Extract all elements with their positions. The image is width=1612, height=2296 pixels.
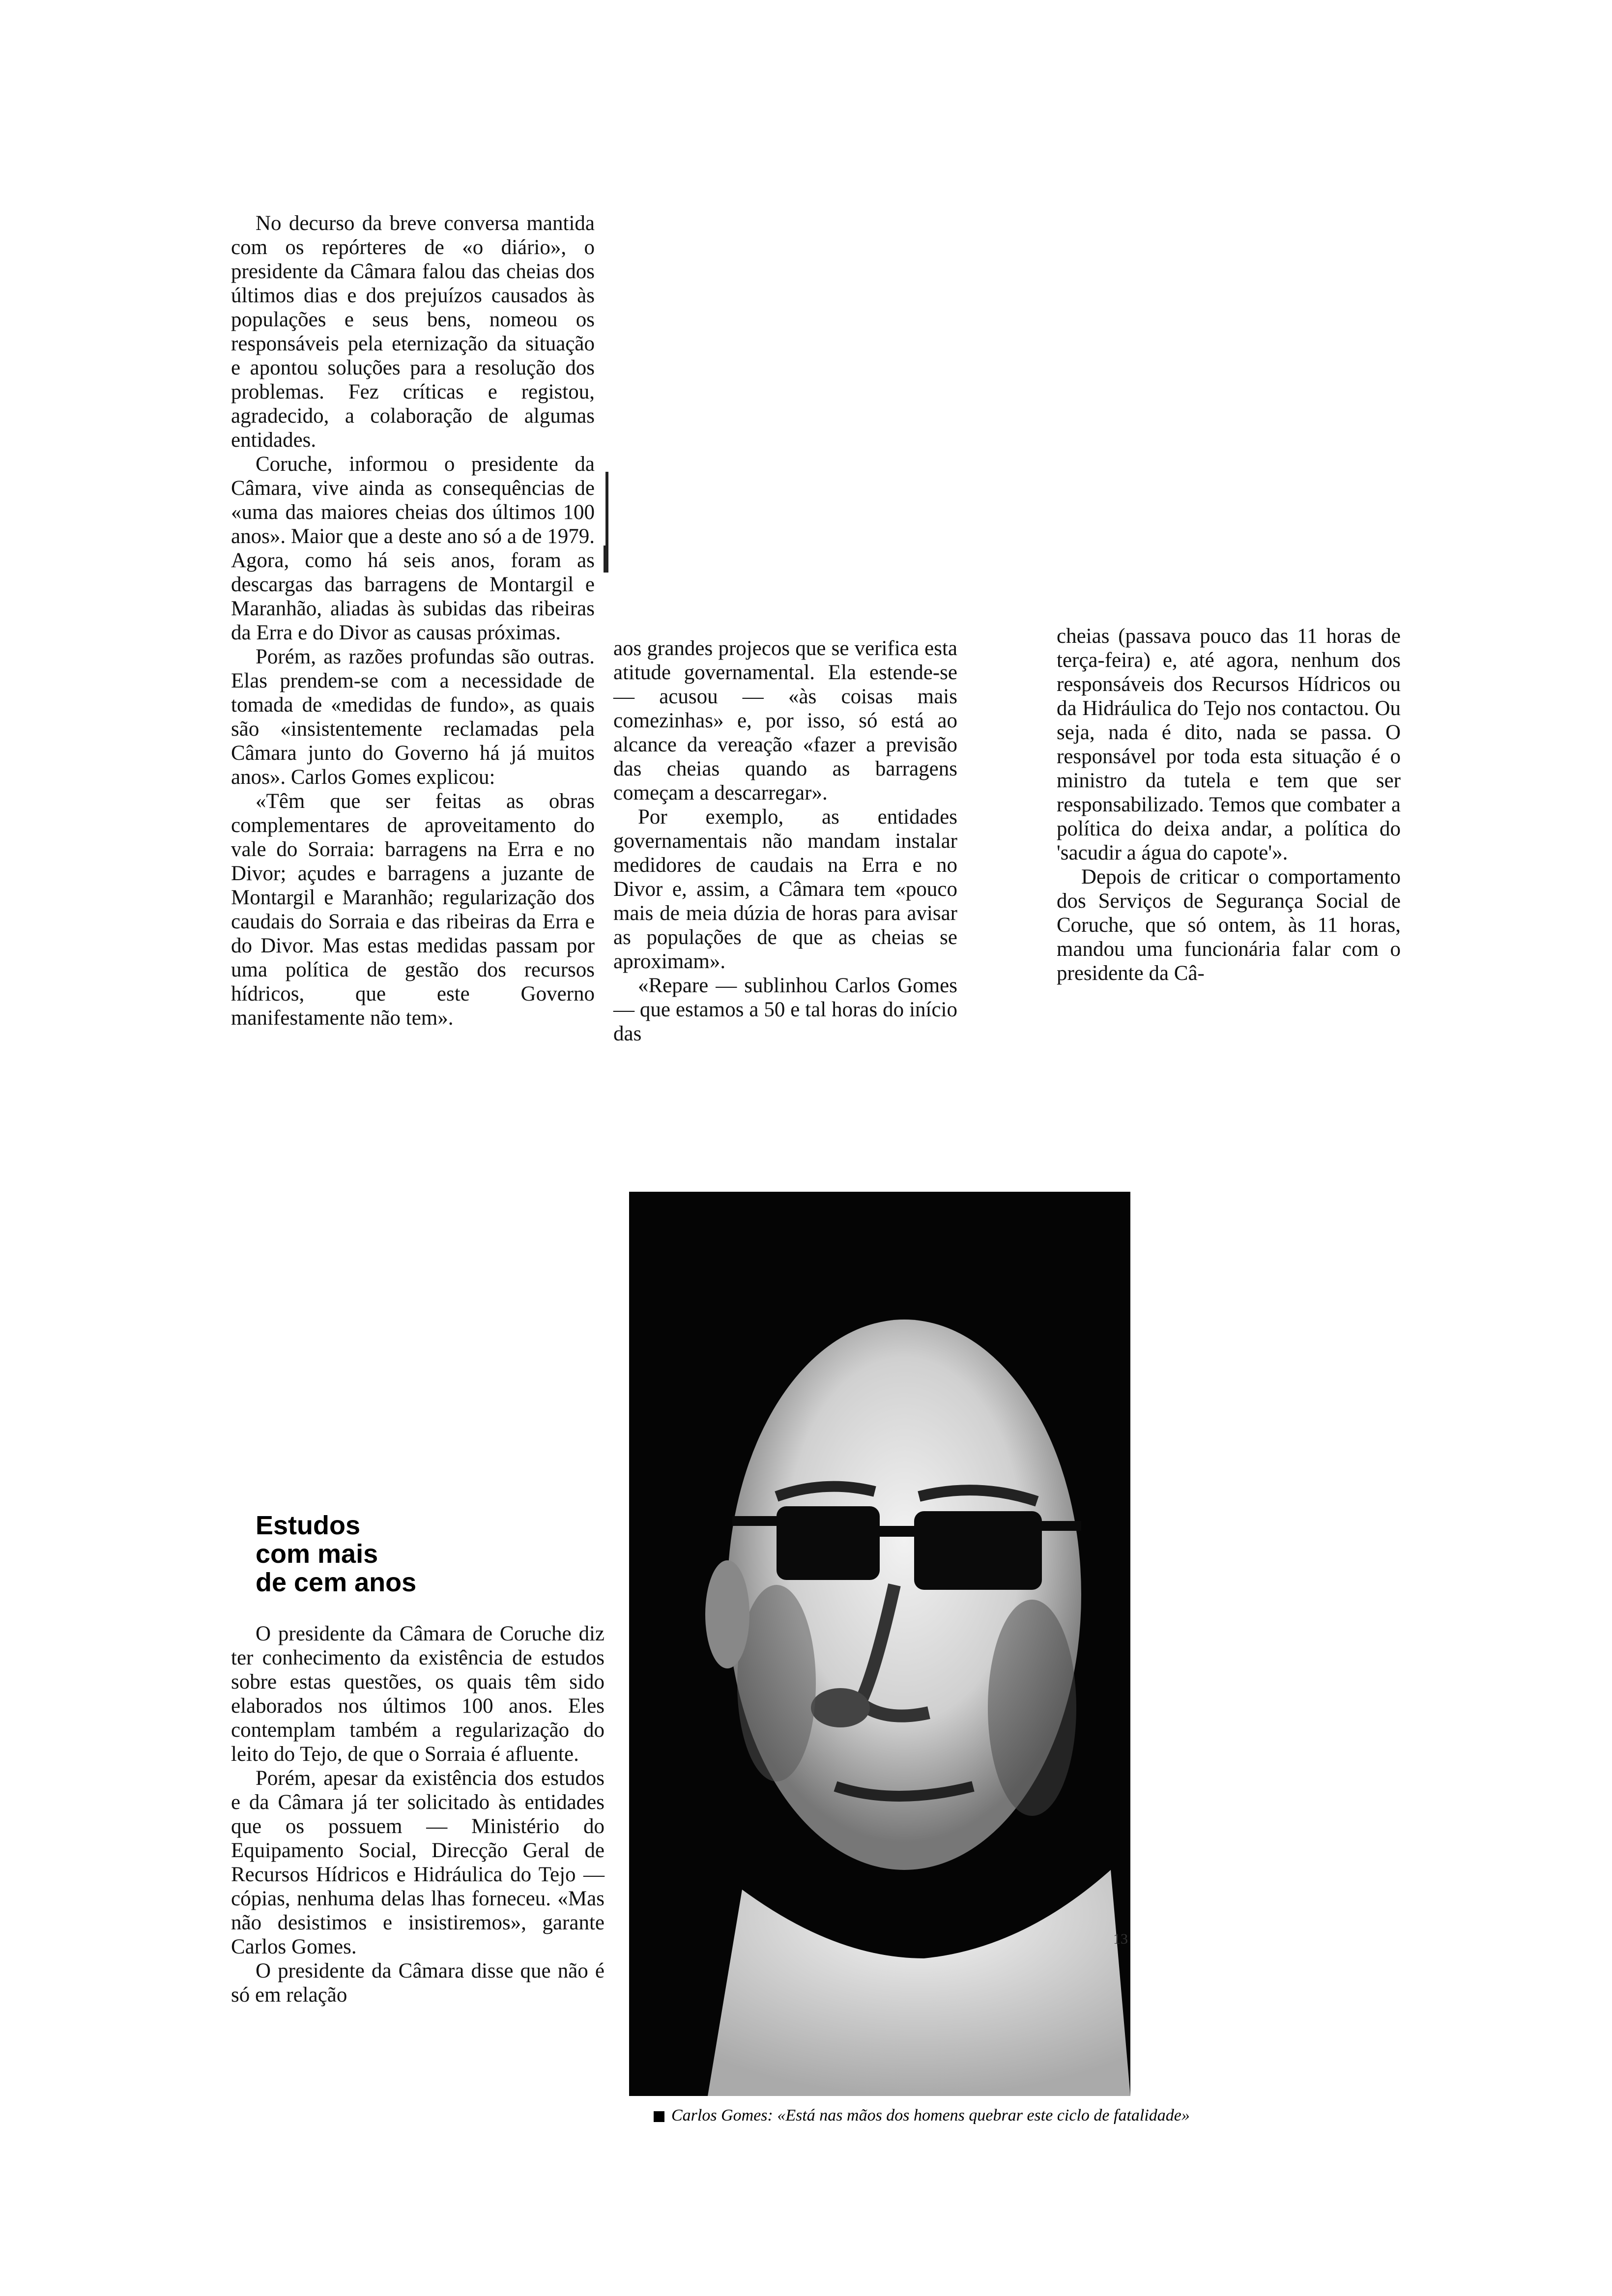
paragraph: «Repare — sublinhou Carlos Gomes — que estamos a 50 e tal horas do início das bbox=[613, 974, 957, 1045]
paragraph: O presidente da Câmara disse que não é só em relação bbox=[231, 1959, 604, 2007]
paragraph: Por exemplo, as entidades governamentais não mandam instalar medidores de caudais na Erra e no Divor e, assim, a Câmara tem «pouco mais de meia dúzia de horas para avisar as populações de que as cheias se aproximam». bbox=[613, 805, 957, 973]
caption-name: Carlos Gomes: bbox=[671, 2106, 773, 2124]
print-speck bbox=[605, 472, 608, 545]
paragraph: No decurso da breve conversa mantida com os repórteres de «o diário», o presidente da Câmara falou das cheias dos últimos dias e dos prejuízos causados às populações e seus bens, nomeou os responsáveis pela eternização da situação e apontou soluções para a resolução dos problemas. Fez críticas e registou, agradecido, a colaboração de algumas entidades. bbox=[231, 212, 595, 452]
portrait-photo bbox=[629, 1192, 1130, 2096]
caption-quote: «Está nas mãos dos homens quebrar este ciclo de fatalidade» bbox=[777, 2106, 1190, 2124]
paragraph: aos grandes projecos que se verifica esta atitude governamental. Ela estende-se — acusou — «às coisas mais comezinhas» e, por isso, só está ao alcance da vereação «fazer a previsão das cheias quando as barragens começam a descarregar». bbox=[613, 637, 957, 804]
article-column-middle bbox=[613, 636, 957, 1046]
subheading-line: com mais bbox=[256, 1539, 378, 1569]
paragraph: cheias (passava pouco das 11 horas de terça-feira) e, até agora, nenhum dos responsáveis dos Recursos Hídricos ou da Hidráulica do Tejo nos contactou. Ou seja, nada é dito, nada se passa. O responsável por toda esta situação é o ministro da tutela e tem que ser responsabilizado. Temos que combater a política do deixa andar, a política do 'sacudir a água do capote'». bbox=[1057, 625, 1401, 864]
photo-corner-mark: 13 bbox=[1113, 1931, 1128, 1947]
caption-bullet-icon bbox=[654, 2111, 664, 2122]
article-column-right bbox=[1057, 624, 1401, 985]
article-column-left-bottom bbox=[231, 1622, 604, 2007]
print-speck bbox=[604, 545, 608, 573]
paragraph: Depois de criticar o comportamento dos Serviços de Segurança Social de Coruche, que só ontem, às 11 horas, mandou uma funcionária falar com o presidente da Câ- bbox=[1057, 865, 1401, 985]
portrait-photo-icon bbox=[629, 1192, 1130, 2096]
paragraph: O presidente da Câmara de Coruche diz ter conhecimento da existência de estudos sobre estas questões, os quais têm sido elaborados nos últimos 100 anos. Eles contemplam também a regularização do leito do Tejo, de que o Sorraia é afluente. bbox=[231, 1622, 604, 1766]
article-column-left bbox=[231, 211, 595, 1030]
paragraph: Coruche, informou o presidente da Câmara, vive ainda as consequências de «uma das maiores cheias dos últimos 100 anos». Maior que a deste ano só a de 1979. Agora, como há seis anos, foram as descargas das barragens de Montargil e Maranhão, aliadas às subidas das ribeiras da Erra e do Divor as causas próximas. bbox=[231, 453, 595, 644]
paragraph: Porém, apesar da existência dos estudos e da Câmara já ter solicitado às entidades que os possuem — Ministério do Equipamento Social, Direcção Geral de Recursos Hídricos e Hidráulica do Tejo — cópias, nenhuma delas lhas forneceu. «Mas não desistimos e insistiremos», garante Carlos Gomes. bbox=[231, 1767, 604, 1958]
paragraph: «Têm que ser feitas as obras complementares de aproveitamento do vale do Sorraia: barragens na Erra e no Divor; açudes e barragens a juzante de Montargil e Maranhão; regularização dos caudais do Sorraia e das ribeiras da Erra e do Divor. Mas estas medidas passam por uma política de gestão dos recursos hídricos, que este Governo manifestamente não tem». bbox=[231, 790, 595, 1030]
paragraph: Porém, as razões profundas são outras. Elas prendem-se com a necessidade de tomada de «medidas de fundo», as quais são «insistentemente reclamadas pela Câmara junto do Governo há já muitos anos». Carlos Gomes explicou: bbox=[231, 645, 595, 789]
subheading-line: de cem anos bbox=[256, 1568, 417, 1597]
subheading-line: Estudos bbox=[256, 1511, 361, 1540]
subheading bbox=[256, 1511, 550, 1597]
photo-caption bbox=[654, 2106, 1194, 2125]
